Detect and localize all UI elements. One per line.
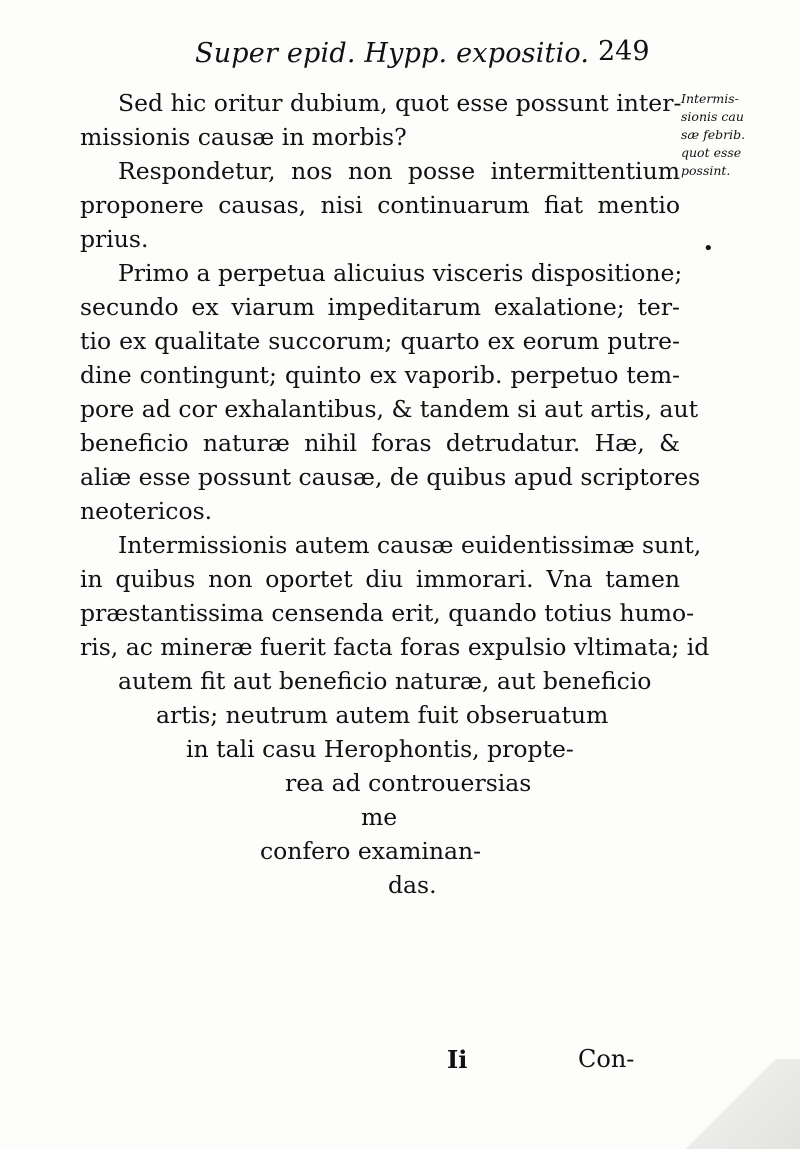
- text-line: dine contingunt; quinto ex vaporib. perpetuo tem-: [80, 361, 680, 389]
- text-line: beneficio naturæ nihil foras detrudatur. Hæ, &: [80, 429, 680, 457]
- page-number: 249: [598, 36, 650, 67]
- text-line: Respondetur, nos non posse intermittentium: [118, 157, 680, 185]
- text-line: Intermissionis autem causæ euidentissimæ sunt,: [118, 531, 702, 559]
- text-line: in tali casu Herophontis, propte-: [186, 735, 574, 763]
- text-line: rea ad controuersias: [285, 769, 532, 797]
- text-line: Sed hic oritur dubium, quot esse possunt inter-: [118, 89, 682, 117]
- text-line: confero examinan-: [260, 837, 482, 865]
- text-line: aliæ esse possunt causæ, de quibus apud scriptores: [80, 463, 701, 491]
- text-line: missionis causæ in morbis?: [80, 123, 407, 151]
- text-line: me: [361, 803, 398, 831]
- text-line: pore ad cor exhalantibus, & tandem si aut artis, aut: [80, 395, 699, 423]
- torn-corner: [680, 1059, 800, 1149]
- text-line: proponere causas, nisi continuarum fiat mentio: [80, 191, 680, 219]
- marginal-note-line: quot esse: [681, 145, 742, 160]
- text-line: autem fit aut beneficio naturæ, aut beneficio: [118, 667, 652, 695]
- text-line: ris, ac mineræ fuerit facta foras expulsio vltimata; id: [80, 633, 710, 661]
- text-line: Primo a perpetua alicuius visceris dispositione;: [118, 259, 683, 287]
- marginal-note-line: Intermis-: [681, 91, 739, 106]
- text-line: artis; neutrum autem fuit obseruatum: [156, 701, 609, 729]
- text-line: secundo ex viarum impeditarum exalatione; ter-: [80, 293, 680, 321]
- text-line: neotericos.: [80, 497, 213, 525]
- text-line: in quibus non oportet diu immorari. Vna tamen: [80, 565, 680, 593]
- text-line: præstantissima censenda erit, quando totius humo-: [80, 599, 695, 627]
- marginal-note-line: sæ febrib.: [681, 127, 746, 142]
- marginal-note: [681, 90, 791, 180]
- running-head: Super epid. Hypp. expositio.: [195, 38, 590, 69]
- marginal-note-line: sionis cau: [681, 109, 744, 124]
- catchword: Con-: [578, 1045, 635, 1073]
- signature-mark: Ii: [447, 1045, 468, 1074]
- marginal-note-line: possint.: [681, 163, 731, 178]
- text-line: tio ex qualitate succorum; quarto ex eorum putre-: [80, 327, 680, 355]
- marginal-bullet-icon: •: [703, 238, 714, 259]
- text-line: das.: [388, 871, 437, 899]
- text-line: prius.: [80, 225, 149, 253]
